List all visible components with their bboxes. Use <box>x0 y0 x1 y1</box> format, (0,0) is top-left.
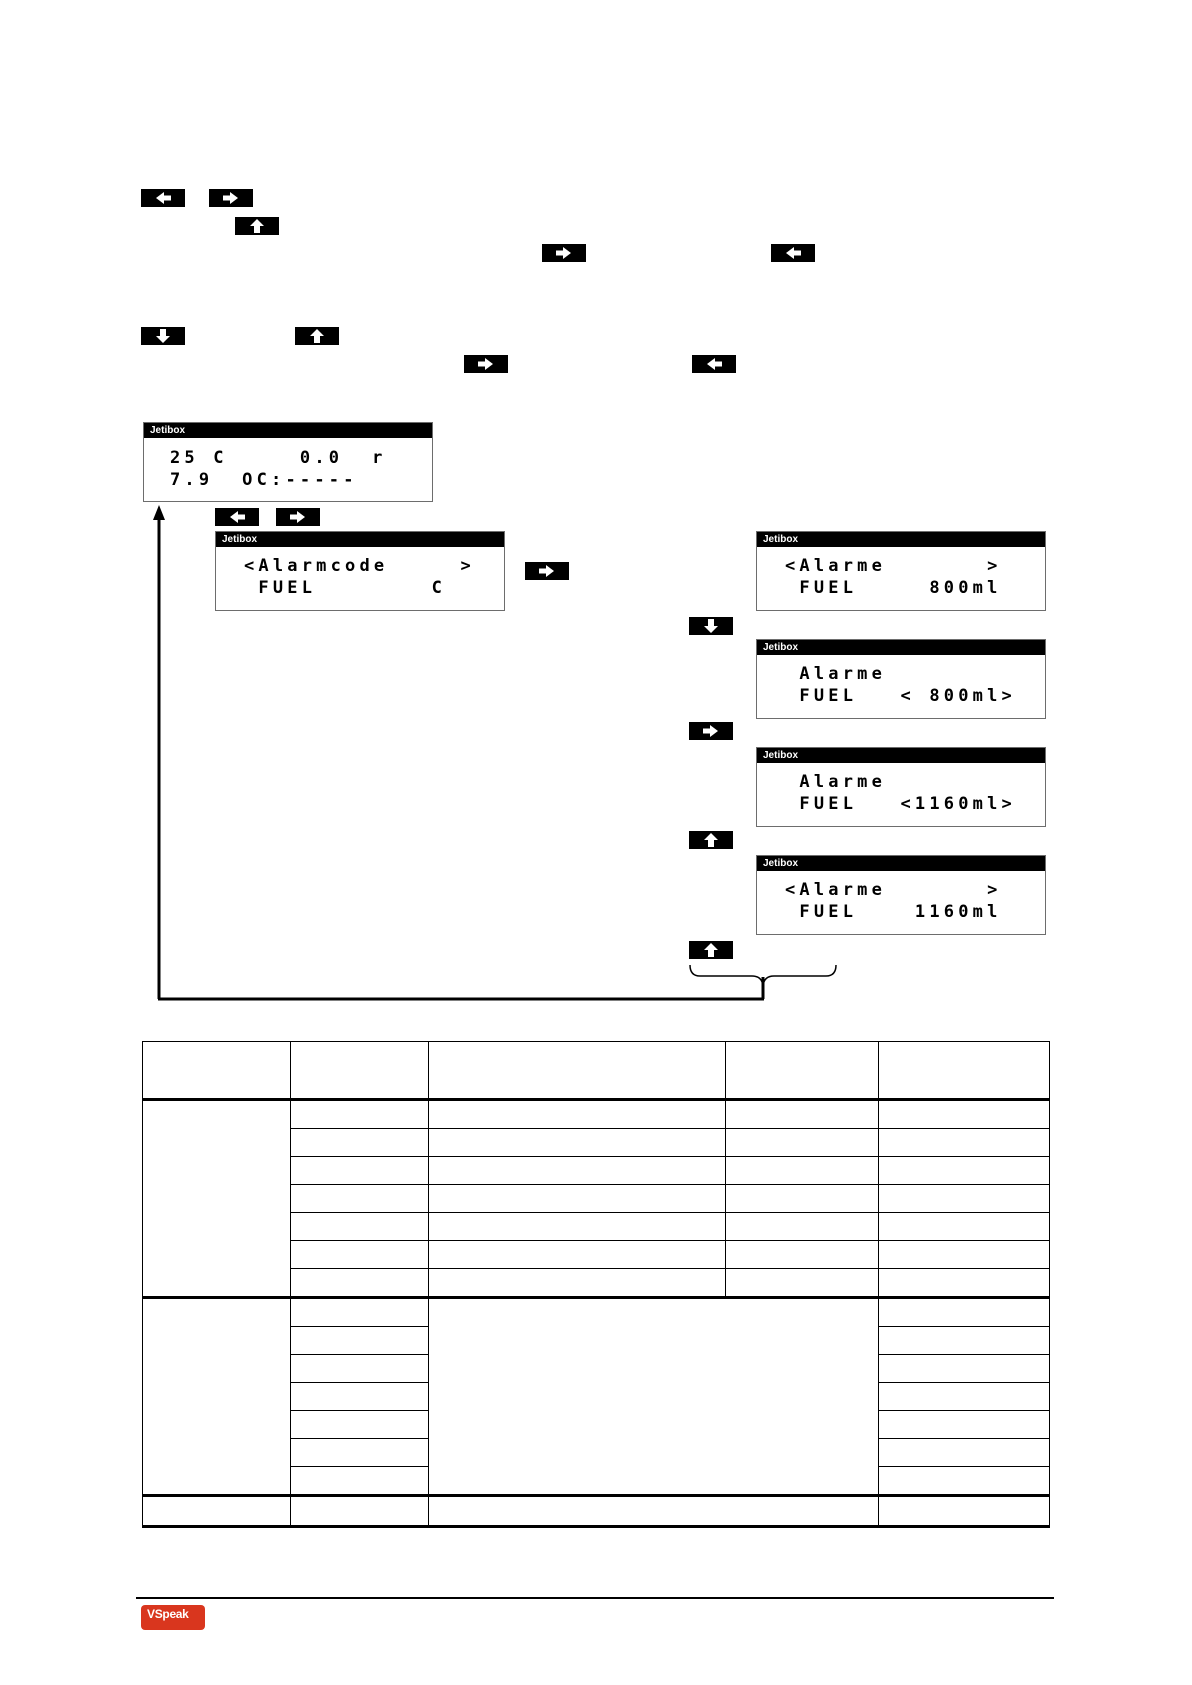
jetibox-line-2: FUEL 800ml <box>785 578 1002 598</box>
down-arrow-icon <box>689 617 733 635</box>
table-cell <box>879 1100 1050 1129</box>
table-cell <box>726 1129 879 1157</box>
table-merged-cell <box>429 1298 879 1496</box>
up-arrow-icon <box>689 831 733 849</box>
table-cell <box>429 1241 726 1269</box>
up-arrow-key <box>689 941 733 959</box>
jetibox-line-1: <Alarme > <box>785 556 1002 576</box>
jetibox-title: Jetibox <box>757 532 1045 547</box>
table-cell <box>143 1496 291 1527</box>
table-row <box>143 1298 1050 1327</box>
right-arrow-key <box>525 562 569 580</box>
table-cell <box>291 1496 429 1527</box>
table-header-cell <box>879 1042 1050 1100</box>
settings-table <box>142 1041 1050 1528</box>
table-cell <box>879 1327 1050 1355</box>
jetibox-alarme-screen-1 <box>756 531 1046 611</box>
up-arrow-icon <box>689 941 733 959</box>
table-cell <box>291 1383 429 1411</box>
table-cell <box>291 1467 429 1496</box>
jetibox-main-screen <box>143 422 433 502</box>
table-cell <box>429 1213 726 1241</box>
table-cell <box>291 1411 429 1439</box>
table-cell <box>879 1298 1050 1327</box>
jetibox-line-1: Alarme <box>785 772 887 792</box>
table-cell <box>879 1185 1050 1213</box>
table-cell <box>291 1269 429 1298</box>
left-arrow-key <box>215 508 259 526</box>
table-cell <box>726 1269 879 1298</box>
jetibox-line-2: 7.9 OC:----- <box>170 470 358 490</box>
table-header-cell <box>143 1042 291 1100</box>
jetibox-line-2: FUEL 1160ml <box>785 902 1002 922</box>
table-cell <box>726 1185 879 1213</box>
jetibox-line-2: FUEL C <box>244 578 447 598</box>
table-cell <box>291 1355 429 1383</box>
table-header-cell <box>291 1042 429 1100</box>
table-row <box>143 1496 1050 1527</box>
table-cell <box>291 1157 429 1185</box>
table-cell <box>291 1129 429 1157</box>
table-header-cell <box>726 1042 879 1100</box>
table-cell <box>879 1157 1050 1185</box>
jetibox-title: Jetibox <box>757 748 1045 763</box>
table-cell <box>879 1439 1050 1467</box>
jetibox-line-1: Alarme <box>785 664 887 684</box>
right-arrow-key <box>689 722 733 740</box>
table-cell <box>429 1185 726 1213</box>
table-cell <box>429 1100 726 1129</box>
table-cell <box>726 1241 879 1269</box>
table-cell <box>291 1439 429 1467</box>
up-arrow-key <box>689 831 733 849</box>
jetibox-title: Jetibox <box>757 856 1045 871</box>
table-cell <box>879 1241 1050 1269</box>
table-group-cell <box>143 1100 291 1298</box>
table-cell <box>291 1185 429 1213</box>
footer-rule <box>136 1597 1054 1599</box>
down-arrow-key <box>689 617 733 635</box>
jetibox-title: Jetibox <box>144 423 432 438</box>
table-cell <box>726 1213 879 1241</box>
jetibox-alarme-screen-4 <box>756 855 1046 935</box>
table-cell <box>429 1496 879 1527</box>
table-header-row <box>143 1042 1050 1100</box>
table-group-cell <box>143 1298 291 1496</box>
table-cell <box>879 1411 1050 1439</box>
jetibox-line-1: 25 C 0.0 r <box>170 448 387 468</box>
table-cell <box>879 1213 1050 1241</box>
jetibox-line-2: FUEL <1160ml> <box>785 794 1016 814</box>
table-cell <box>879 1467 1050 1496</box>
table-cell <box>291 1100 429 1129</box>
jetibox-alarmcode-screen <box>215 531 505 611</box>
jetibox-alarme-screen-2 <box>756 639 1046 719</box>
table-cell <box>879 1269 1050 1298</box>
left-arrow-icon <box>215 508 259 526</box>
table-cell <box>291 1241 429 1269</box>
table-cell <box>726 1157 879 1185</box>
table-cell <box>726 1100 879 1129</box>
table-cell <box>879 1383 1050 1411</box>
table-cell <box>879 1355 1050 1383</box>
table-cell <box>879 1129 1050 1157</box>
right-arrow-icon <box>276 508 320 526</box>
right-arrow-key <box>276 508 320 526</box>
jetibox-line-1: <Alarme > <box>785 880 1002 900</box>
table-cell <box>879 1496 1050 1527</box>
jetibox-title: Jetibox <box>757 640 1045 655</box>
table-cell <box>291 1327 429 1355</box>
right-arrow-icon <box>689 722 733 740</box>
table-cell <box>429 1157 726 1185</box>
jetibox-title: Jetibox <box>216 532 504 547</box>
table-header-cell <box>429 1042 726 1100</box>
table-cell <box>291 1213 429 1241</box>
logo-text: VSpeak <box>147 1607 189 1621</box>
vspeak-logo <box>141 1605 205 1630</box>
table-cell <box>429 1269 726 1298</box>
jetibox-alarme-screen-3 <box>756 747 1046 827</box>
table-cell <box>429 1129 726 1157</box>
jetibox-line-2: FUEL < 800ml> <box>785 686 1016 706</box>
jetibox-line-1: <Alarmcode > <box>244 556 475 576</box>
right-arrow-icon <box>525 562 569 580</box>
table-cell <box>291 1298 429 1327</box>
table-row <box>143 1100 1050 1129</box>
